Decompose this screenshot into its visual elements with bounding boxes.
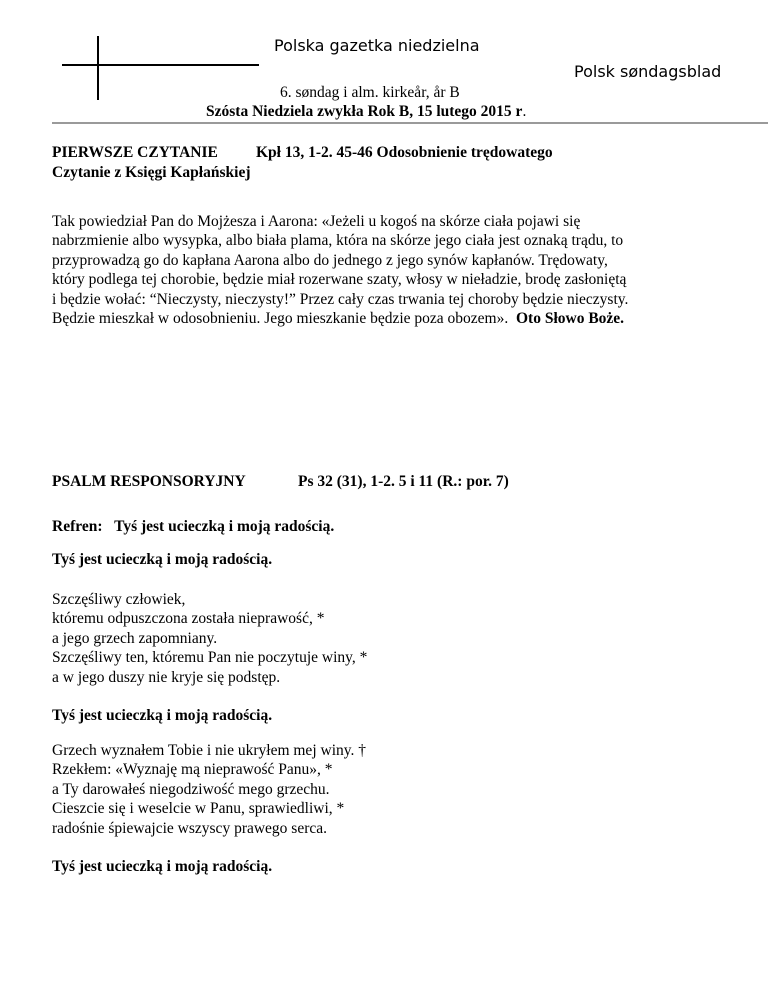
reading-text xyxy=(52,212,732,328)
psalm-stanza-1 xyxy=(52,590,732,687)
reading-closing: Oto Słowo Boże. xyxy=(516,310,625,328)
stanza-line: Szczęśliwy ten, któremu Pan nie poczytuje winy, * xyxy=(52,649,368,667)
stanza-line: któremu odpuszczona została nieprawość, * xyxy=(52,610,325,628)
psalm-reference: Ps 32 (31), 1-2. 5 i 11 (R.: por. 7) xyxy=(298,473,509,490)
refrain-text: Tyś jest ucieczką i moją radością. xyxy=(114,518,335,535)
stanza-line: Cieszcie się i weselcie w Panu, sprawiedliwi, * xyxy=(52,800,345,818)
psalm-stanza-2 xyxy=(52,741,732,838)
newsletter-subtitle: Polsk søndagsblad xyxy=(574,62,722,81)
cross-icon-horizontal xyxy=(62,64,259,66)
cross-icon-vertical xyxy=(97,36,99,100)
reading-line: i będzie wołać: “Nieczysty, nieczysty!” Przez cały czas trwania tej choroby będzie nieczysty. xyxy=(52,290,629,308)
stanza-line: Grzech wyznałem Tobie i nie ukryłem mej winy. † xyxy=(52,742,366,759)
reading-line: który podlega tej chorobie, będzie miał rozerwane szaty, włosy w nieładzie, brodę zasłoniętą xyxy=(52,271,627,289)
reading-heading: PIERWSZE CZYTANIE xyxy=(52,144,218,161)
newsletter-title: Polska gazetka niedzielna xyxy=(274,36,480,55)
refrain-line xyxy=(52,517,334,537)
stanza-line: a w jego duszy nie kryje się podstęp. xyxy=(52,668,281,686)
psalm-response: Tyś jest ucieczką i moją radością. xyxy=(52,707,273,724)
stanza-line: Szczęśliwy człowiek, xyxy=(52,591,186,608)
stanza-line: a Ty darowałeś niegodziwość mego grzechu. xyxy=(52,780,330,798)
reading-source: Czytanie z Księgi Kapłańskiej xyxy=(52,164,251,181)
reading-line: przyprowadzą go do kapłana Aarona albo do jednego z jego synów kapłanów. Trędowaty, xyxy=(52,251,608,269)
refrain-label: Refren: xyxy=(52,518,103,535)
sunday-line: 6. søndag i alm. kirkeår, år B xyxy=(280,84,460,101)
reading-line-last xyxy=(52,309,732,328)
psalm-response: Tyś jest ucieczką i moją radością. xyxy=(52,858,273,875)
reading-last-line: Będzie mieszkał w odosobnieniu. Jego mieszkanie będzie poza obozem». xyxy=(52,310,509,328)
stanza-line: radośnie śpiewajcie wszyscy prawego serca. xyxy=(52,819,328,837)
stanza-line: a jego grzech zapomniany. xyxy=(52,629,218,647)
reading-reference: Kpł 13, 1-2. 45-46 Odosobnienie trędowatego xyxy=(256,144,553,161)
stanza-line: Rzekłem: «Wyznaję mą nieprawość Panu», * xyxy=(52,761,333,779)
psalm-response: Tyś jest ucieczką i moją radością. xyxy=(52,551,273,568)
date-line-bold: Szósta Niedziela zwykła Rok B, 15 lutego 2015 r xyxy=(206,103,523,120)
date-line xyxy=(206,102,526,122)
reading-line: Tak powiedział Pan do Mojżesza i Aarona: «Jeżeli u kogoś na skórze ciała pojawi się xyxy=(52,213,581,230)
header-rule xyxy=(52,122,768,124)
date-line-end: . xyxy=(522,103,527,120)
psalm-heading: PSALM RESPONSORYJNY xyxy=(52,473,246,490)
reading-line: nabrzmienie albo wysypka, albo biała plama, która na skórze jego ciała jest oznaką trądu, to xyxy=(52,232,624,250)
